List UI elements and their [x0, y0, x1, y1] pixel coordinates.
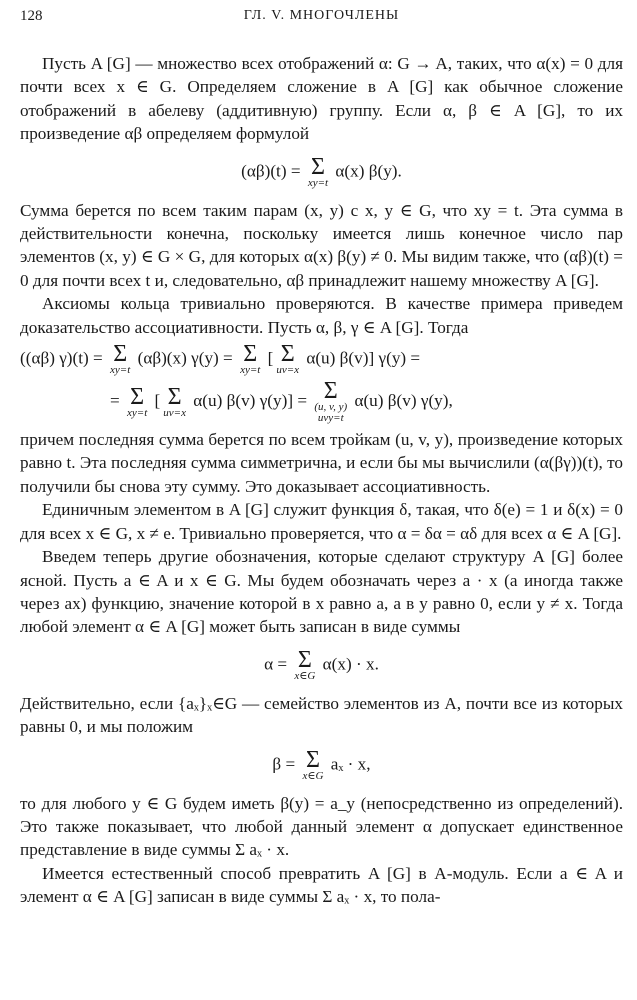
page-number: 128: [20, 8, 43, 24]
equation-product: [20, 153, 623, 189]
eq-assoc1-lhs: ((αβ) γ)(t) =: [20, 348, 103, 368]
sum-sign: Σ uv=x: [163, 383, 186, 419]
equation-assoc-2: = Σ xy=t [ Σ uv=x α(u) β(v) γ(y)] = Σ (u, v, y) uvy=t α(u) β(v) γ(y),: [110, 378, 453, 425]
eq-beta-rhs: aₓ · x,: [330, 753, 371, 773]
equation-beta: [20, 746, 623, 782]
eq-assoc2-inner: α(u) β(v) γ(y): [193, 391, 288, 411]
eq-assoc1-inner: α(u) β(v): [306, 348, 369, 368]
sum-sign: Σ xy=t: [307, 153, 329, 189]
eq-alpha-rhs: α(x) · x.: [322, 654, 379, 674]
eq-assoc1-tail: γ(y) =: [378, 348, 421, 368]
paragraph-8: то для любого y ∈ G будем иметь β(y) = a_y (непосредственно из определений). Это также показывает, что любой данный элемент α допускает единственное представление в виде суммы Σ aₓ · x.: [20, 793, 623, 860]
paragraph-3: Аксиомы кольца тривиально проверяются. В качестве примера приведем доказательство ассоциативности. Пусть α, β, γ ∈ A [G]. Тогда: [20, 294, 623, 337]
paragraph-2: Сумма берется по всем таким парам (x, y) с x, y ∈ G, что xy = t. Эта сумма в действительности конечна, поскольку имеется лишь конечное число пар элементов (x, y) ∈ G × G, для которых α(x) β(y) ≠ 0. Мы видим также, что (αβ)(t) = 0 для почти всех t и, следовательно, αβ принадлежит нашему множеству A [G].: [20, 200, 623, 290]
eq-alpha-lhs: α =: [264, 654, 288, 674]
equation-alpha: [20, 646, 623, 682]
sum-sign: Σ (u, v, y) uvy=t: [314, 378, 348, 425]
eq-assoc2-rhs: α(u) β(v) γ(y),: [354, 391, 453, 411]
eq-beta-lhs: β =: [272, 753, 296, 773]
paragraph-1: Пусть A [G] — множество всех отображений α: G → A, таких, что α(x) = 0 для почти всех x ∈ G. Определяем сложение в A [G] как обычное сложение отображений в абелеву (аддитивную) группу. Если α, β ∈ A [G], то их произведение αβ определяем формулой: [20, 54, 623, 144]
eq-assoc2-eq: =: [297, 391, 308, 411]
paragraph-5: Единичным элементом в A [G] служит функция δ, такая, что δ(e) = 1 и δ(x) = 0 для всех x ∈ G, x ≠ e. Тривиально проверяется, что α = δα = αδ для всех α ∈ A [G].: [20, 500, 623, 543]
paragraph-6: Введем теперь другие обозначения, которые сделают структуру A [G] более ясной. Пусть a ∈ A и x ∈ G. Мы будем обозначать через a · x (а иногда также через ax) функцию, значение которой в x равно a, а в y равно 0, если y ≠ x. Тогда любой элемент α ∈ A [G] может быть записан в виде суммы: [20, 547, 623, 637]
paragraph-4: причем последняя сумма берется по всем тройкам (u, v, y), произведение которых равно t. Эта последняя сумма симметрична, и если бы мы вычислили (α(βγ))(t), то получили бы снова эту сумму. Это доказывает ассоциативность.: [20, 430, 623, 496]
paragraph-7: Действительно, если {aₓ}ₓ∈G — семейство элементов из A, почти все из которых равны 0, и мы положим: [20, 693, 623, 737]
chapter-title: ГЛ. V. МНОГОЧЛЕНЫ: [243, 8, 400, 23]
book-page: [20, 8, 623, 909]
paragraph-9: Имеется естественный способ превратить A [G] в A-модуль. Если a ∈ A и элемент α ∈ A [G] записан в виде суммы Σ aₓ · x, то пола-: [20, 863, 623, 907]
eq-product-rhs: α(x) β(y).: [335, 161, 402, 181]
equation-assoc-1: ((αβ) γ)(t) = Σ xy=t (αβ)(x) γ(y) = Σ xy=t [ Σ uv=x α(u) β(v)] γ(y) =: [20, 341, 421, 377]
sum-sign: Σ xy=t: [240, 341, 261, 377]
sum-sign: Σ x∈G: [294, 646, 316, 682]
eq-assoc2-lhs: =: [110, 391, 120, 411]
eq-product-lhs: (αβ)(t) =: [241, 161, 301, 181]
sum-sign: Σ xy=t: [110, 341, 131, 377]
sum-sign: Σ uv=x: [276, 341, 300, 377]
sum-sign: Σ x∈G: [302, 746, 324, 782]
running-header: [20, 8, 623, 34]
sum-sign: Σ xy=t: [127, 383, 148, 419]
eq-assoc1-mid: (αβ)(x) γ(y) =: [137, 348, 233, 368]
